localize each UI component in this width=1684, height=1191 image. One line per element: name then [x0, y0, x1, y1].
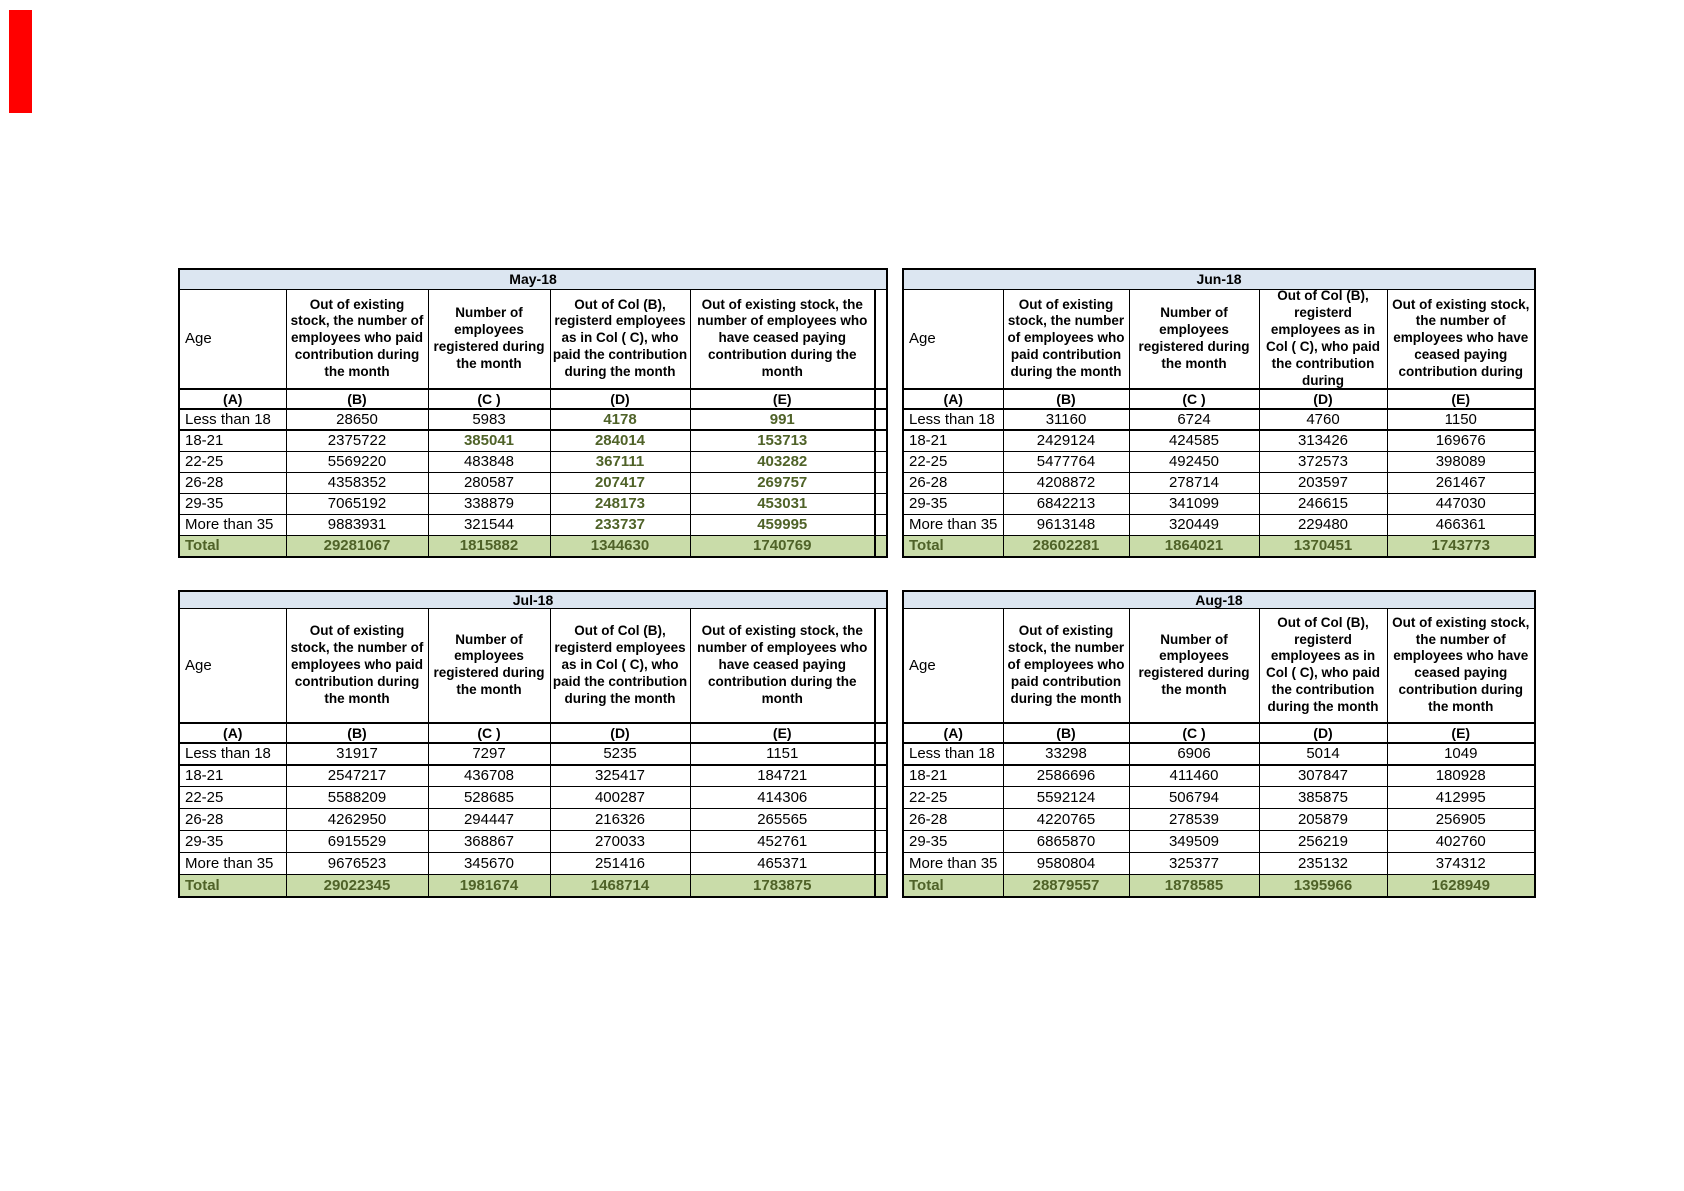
spacer-cell — [875, 875, 887, 897]
data-cell-b: 6865870 — [1003, 831, 1129, 853]
column-header-b: Out of existing stock, the number of employees who paid contribution during the month — [1007, 623, 1125, 706]
data-cell-c: 385041 — [428, 430, 550, 451]
data-cell-e: 412995 — [1387, 787, 1535, 809]
age-label: 26-28 — [903, 472, 1003, 493]
spacer-cell — [875, 493, 887, 514]
spacer-cell — [875, 787, 887, 809]
data-cell-c: 294447 — [428, 809, 550, 831]
data-cell-b: 9580804 — [1003, 853, 1129, 875]
age-label: 18-21 — [179, 430, 286, 451]
table-may-18 — [178, 268, 886, 558]
data-cell-d: 256219 — [1259, 831, 1387, 853]
data-cell-c: 5983 — [428, 409, 550, 430]
total-label: Total — [179, 535, 286, 557]
column-header-e: Out of existing stock, the number of employees who have ceased paying contribution during the month — [1392, 614, 1530, 714]
sub-header: (D) — [550, 389, 690, 409]
total-label: Total — [903, 875, 1003, 897]
age-label: More than 35 — [179, 853, 286, 875]
data-cell-d: 248173 — [550, 493, 690, 514]
age-label: 26-28 — [179, 472, 286, 493]
column-header-d: Out of Col (B), registerd employees as in Col ( C), who paid the contribution during the month — [552, 296, 688, 380]
data-cell-c: 528685 — [428, 787, 550, 809]
age-label: 26-28 — [179, 809, 286, 831]
total-cell-e: 1783875 — [690, 875, 875, 897]
total-cell-c: 1878585 — [1129, 875, 1259, 897]
age-label: 22-25 — [903, 787, 1003, 809]
data-cell-c: 368867 — [428, 831, 550, 853]
column-header-d: Out of Col (B), registerd employees as in Col ( C), who paid the contribution during the month — [1266, 614, 1380, 714]
data-cell-d: 385875 — [1259, 787, 1387, 809]
data-cell-e: 256905 — [1387, 809, 1535, 831]
age-label: 22-25 — [179, 787, 286, 809]
sub-header: (C ) — [428, 389, 550, 409]
data-cell-b: 9883931 — [286, 514, 428, 535]
sub-header: (A) — [179, 723, 286, 743]
data-cell-e: 991 — [690, 409, 875, 430]
spacer-cell — [875, 409, 887, 430]
column-header-e: Out of existing stock, the number of employees who have ceased paying contribution during the month — [697, 623, 868, 706]
data-cell-b: 5477764 — [1003, 451, 1129, 472]
table-title: May-18 — [179, 269, 887, 289]
age-label: 29-35 — [903, 493, 1003, 514]
table-jun-18 — [902, 268, 1534, 558]
spacer-cell — [875, 451, 887, 472]
data-cell-e: 414306 — [690, 787, 875, 809]
data-cell-c: 321544 — [428, 514, 550, 535]
spacer-cell — [875, 831, 887, 853]
data-cell-d: 205879 — [1259, 809, 1387, 831]
sub-header: (E) — [1387, 723, 1535, 743]
data-cell-d: 233737 — [550, 514, 690, 535]
age-label: 22-25 — [179, 451, 286, 472]
data-cell-d: 216326 — [550, 809, 690, 831]
sub-header: (C ) — [428, 723, 550, 743]
data-cell-d: 203597 — [1259, 472, 1387, 493]
data-cell-c: 424585 — [1129, 430, 1259, 451]
total-cell-d: 1344630 — [550, 535, 690, 557]
data-cell-e: 453031 — [690, 493, 875, 514]
age-label: Less than 18 — [903, 743, 1003, 765]
data-cell-c: 483848 — [428, 451, 550, 472]
sub-header: (E) — [1387, 389, 1535, 409]
column-header-c: Number of employees registered during the month — [1138, 631, 1250, 698]
age-label: 22-25 — [903, 451, 1003, 472]
data-cell-d: 400287 — [550, 787, 690, 809]
data-cell-b: 9613148 — [1003, 514, 1129, 535]
month-table — [902, 590, 1536, 898]
spacer-cell — [875, 389, 887, 409]
month-table — [178, 590, 888, 898]
data-cell-e: 184721 — [690, 765, 875, 787]
total-label: Total — [903, 535, 1003, 557]
data-cell-b: 33298 — [1003, 743, 1129, 765]
table-title: Jun-18 — [903, 269, 1535, 289]
sub-header: (D) — [550, 723, 690, 743]
data-cell-d: 207417 — [550, 472, 690, 493]
data-cell-e: 169676 — [1387, 430, 1535, 451]
total-cell-b: 29281067 — [286, 535, 428, 557]
data-cell-b: 9676523 — [286, 853, 428, 875]
data-cell-d: 5235 — [550, 743, 690, 765]
table-jul-18 — [178, 590, 886, 898]
data-cell-e: 265565 — [690, 809, 875, 831]
column-header-c: Number of employees registered during the month — [1138, 305, 1250, 371]
sub-header: (E) — [690, 389, 875, 409]
data-cell-c: 345670 — [428, 853, 550, 875]
age-label: 18-21 — [903, 765, 1003, 787]
age-label: Less than 18 — [179, 409, 286, 430]
age-label: 18-21 — [903, 430, 1003, 451]
total-cell-e: 1628949 — [1387, 875, 1535, 897]
sub-header: (B) — [1003, 389, 1129, 409]
sub-header: (E) — [690, 723, 875, 743]
sub-header: (B) — [286, 723, 428, 743]
column-header-b: Out of existing stock, the number of employees who paid contribution during the month — [290, 623, 424, 706]
age-label: More than 35 — [903, 853, 1003, 875]
data-cell-c: 278714 — [1129, 472, 1259, 493]
data-cell-b: 7065192 — [286, 493, 428, 514]
column-header-b: Out of existing stock, the number of employees who paid contribution during the month — [1007, 296, 1125, 380]
total-cell-c: 1815882 — [428, 535, 550, 557]
data-cell-e: 374312 — [1387, 853, 1535, 875]
spacer-cell — [875, 514, 887, 535]
data-cell-d: 251416 — [550, 853, 690, 875]
column-header-c: Number of employees registered during the month — [433, 631, 545, 698]
total-label: Total — [179, 875, 286, 897]
data-cell-e: 452761 — [690, 831, 875, 853]
data-cell-e: 402760 — [1387, 831, 1535, 853]
total-cell-b: 28879557 — [1003, 875, 1129, 897]
data-cell-c: 7297 — [428, 743, 550, 765]
spacer-cell — [875, 535, 887, 557]
data-cell-b: 31917 — [286, 743, 428, 765]
data-cell-c: 6906 — [1129, 743, 1259, 765]
total-cell-d: 1370451 — [1259, 535, 1387, 557]
data-cell-e: 153713 — [690, 430, 875, 451]
data-cell-b: 4262950 — [286, 809, 428, 831]
total-cell-b: 28602281 — [1003, 535, 1129, 557]
data-cell-b: 5592124 — [1003, 787, 1129, 809]
age-label: Less than 18 — [179, 743, 286, 765]
data-cell-d: 5014 — [1259, 743, 1387, 765]
data-cell-b: 28650 — [286, 409, 428, 430]
table-title: Aug-18 — [903, 591, 1535, 609]
age-label: 26-28 — [903, 809, 1003, 831]
column-header-age: Age — [903, 609, 1003, 723]
sub-header: (C ) — [1129, 723, 1259, 743]
spacer-cell — [875, 809, 887, 831]
data-cell-d: 313426 — [1259, 430, 1387, 451]
data-cell-d: 325417 — [550, 765, 690, 787]
total-cell-e: 1740769 — [690, 535, 875, 557]
age-label: More than 35 — [903, 514, 1003, 535]
total-cell-d: 1468714 — [550, 875, 690, 897]
sub-header: (D) — [1259, 389, 1387, 409]
data-cell-d: 270033 — [550, 831, 690, 853]
column-header-e: Out of existing stock, the number of employees who have ceased paying contribution during — [1392, 296, 1530, 380]
data-cell-c: 280587 — [428, 472, 550, 493]
data-cell-e: 180928 — [1387, 765, 1535, 787]
data-cell-d: 372573 — [1259, 451, 1387, 472]
spacer-cell — [875, 743, 887, 765]
data-cell-b: 2547217 — [286, 765, 428, 787]
data-cell-e: 447030 — [1387, 493, 1535, 514]
data-cell-c: 506794 — [1129, 787, 1259, 809]
data-cell-b: 4208872 — [1003, 472, 1129, 493]
data-cell-e: 269757 — [690, 472, 875, 493]
sub-header: (C ) — [1129, 389, 1259, 409]
data-cell-c: 341099 — [1129, 493, 1259, 514]
data-cell-d: 246615 — [1259, 493, 1387, 514]
column-header-age: Age — [179, 609, 286, 723]
data-cell-e: 1151 — [690, 743, 875, 765]
spacer-cell — [875, 609, 887, 723]
total-cell-d: 1395966 — [1259, 875, 1387, 897]
data-cell-e: 465371 — [690, 853, 875, 875]
spacer-cell — [875, 765, 887, 787]
data-cell-c: 436708 — [428, 765, 550, 787]
age-label: 29-35 — [903, 831, 1003, 853]
age-label: Less than 18 — [903, 409, 1003, 430]
data-cell-c: 6724 — [1129, 409, 1259, 430]
total-cell-b: 29022345 — [286, 875, 428, 897]
age-label: 29-35 — [179, 493, 286, 514]
data-cell-b: 31160 — [1003, 409, 1129, 430]
month-table — [178, 268, 888, 558]
age-label: 29-35 — [179, 831, 286, 853]
red-marker — [9, 10, 32, 113]
data-cell-d: 235132 — [1259, 853, 1387, 875]
data-cell-d: 229480 — [1259, 514, 1387, 535]
data-cell-d: 284014 — [550, 430, 690, 451]
total-cell-c: 1864021 — [1129, 535, 1259, 557]
data-cell-e: 398089 — [1387, 451, 1535, 472]
sub-header: (A) — [179, 389, 286, 409]
sub-header: (D) — [1259, 723, 1387, 743]
sub-header: (B) — [286, 389, 428, 409]
data-cell-d: 4760 — [1259, 409, 1387, 430]
spacer-cell — [875, 289, 887, 389]
spacer-cell — [875, 853, 887, 875]
total-cell-e: 1743773 — [1387, 535, 1535, 557]
column-header-d: Out of Col (B), registerd employees as in Col ( C), who paid the contribution during — [1266, 289, 1380, 388]
data-cell-b: 5588209 — [286, 787, 428, 809]
age-label: 18-21 — [179, 765, 286, 787]
data-cell-b: 2429124 — [1003, 430, 1129, 451]
spacer-cell — [875, 430, 887, 451]
column-header-e: Out of existing stock, the number of employees who have ceased paying contribution during the month — [697, 296, 868, 380]
data-cell-c: 338879 — [428, 493, 550, 514]
column-header-b: Out of existing stock, the number of employees who paid contribution during the month — [290, 296, 424, 380]
data-cell-b: 6842213 — [1003, 493, 1129, 514]
column-header-c: Number of employees registered during the month — [433, 305, 545, 371]
data-cell-d: 307847 — [1259, 765, 1387, 787]
data-cell-b: 4220765 — [1003, 809, 1129, 831]
data-cell-e: 1049 — [1387, 743, 1535, 765]
spacer-cell — [875, 472, 887, 493]
data-cell-b: 2586696 — [1003, 765, 1129, 787]
sub-header: (B) — [1003, 723, 1129, 743]
data-cell-d: 4178 — [550, 409, 690, 430]
data-cell-e: 459995 — [690, 514, 875, 535]
data-cell-b: 2375722 — [286, 430, 428, 451]
data-cell-c: 411460 — [1129, 765, 1259, 787]
data-cell-e: 261467 — [1387, 472, 1535, 493]
month-table — [902, 268, 1536, 558]
column-header-age: Age — [903, 289, 1003, 389]
spacer-cell — [875, 723, 887, 743]
data-cell-c: 278539 — [1129, 809, 1259, 831]
data-cell-e: 466361 — [1387, 514, 1535, 535]
data-cell-c: 320449 — [1129, 514, 1259, 535]
table-aug-18 — [902, 590, 1534, 898]
data-cell-d: 367111 — [550, 451, 690, 472]
data-cell-b: 5569220 — [286, 451, 428, 472]
sub-header: (A) — [903, 723, 1003, 743]
data-cell-b: 6915529 — [286, 831, 428, 853]
table-title: Jul-18 — [179, 591, 887, 609]
data-cell-e: 403282 — [690, 451, 875, 472]
sub-header: (A) — [903, 389, 1003, 409]
total-cell-c: 1981674 — [428, 875, 550, 897]
data-cell-c: 325377 — [1129, 853, 1259, 875]
data-cell-b: 4358352 — [286, 472, 428, 493]
data-cell-c: 492450 — [1129, 451, 1259, 472]
column-header-age: Age — [179, 289, 286, 389]
column-header-d: Out of Col (B), registerd employees as in Col ( C), who paid the contribution during the month — [552, 623, 688, 706]
data-cell-e: 1150 — [1387, 409, 1535, 430]
data-cell-c: 349509 — [1129, 831, 1259, 853]
age-label: More than 35 — [179, 514, 286, 535]
